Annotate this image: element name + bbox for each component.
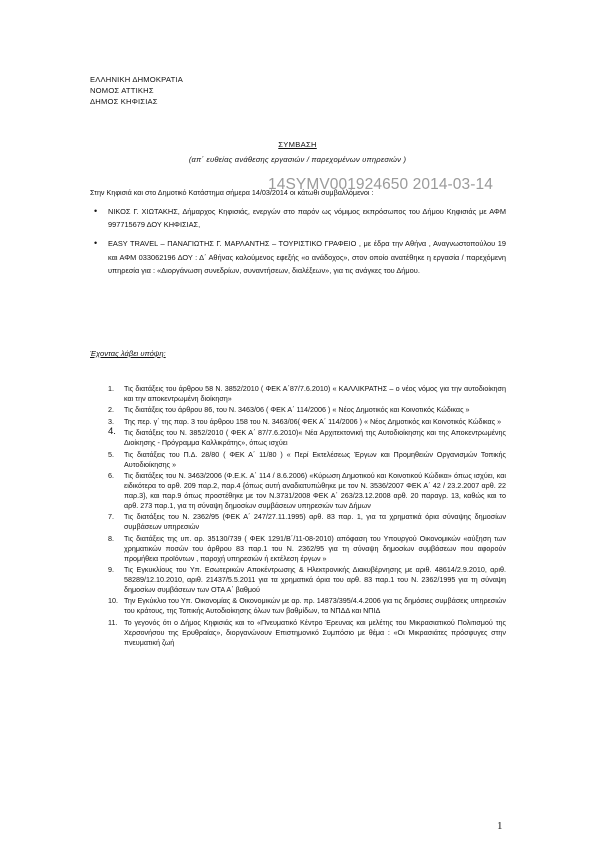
having-considered-heading: Έχοντας λάβει υπόψη: xyxy=(90,349,166,358)
list-item xyxy=(108,565,506,595)
item-number: 3. xyxy=(108,416,114,426)
header-line-prefecture: ΝΟΜΟΣ ΑΤΤΙΚΗΣ xyxy=(90,86,154,95)
item-text: Τις διατάξεις του άρθρου 58 Ν. 3852/2010 ( ΦΕΚ Α΄87/7.6.2010) « ΚΑΛΛΙΚΡΑΤΗΣ – ο νέος νόμος για την αυτοδιοίκηση και την αποκεντρωμένη διοίκηση» xyxy=(124,384,506,403)
considerations-list xyxy=(108,384,506,649)
item-number: 4. xyxy=(108,426,116,438)
list-item xyxy=(108,417,506,427)
party-item xyxy=(94,205,506,231)
list-item xyxy=(108,405,506,415)
item-number: 1. xyxy=(108,384,114,393)
list-item xyxy=(108,534,506,564)
item-text: Τις διατάξεις του Ν. 3852/2010 ( ΦΕΚ Α΄ 87/7.6.2010)« Νέα Αρχιτεκτονική της Αυτοδιοίκησης και της Αποκεντρωμένης Διοίκησης - Πρόγραμμα Καλλικράτης», όπως ισχύει xyxy=(124,428,506,448)
list-item xyxy=(108,596,506,616)
party-text: EASY TRAVEL – ΠΑΝΑΓΙΩΤΗΣ Γ. ΜΑΡΛΑΝΤΗΣ – ΤΟΥΡΙΣΤΙΚΟ ΓΡΑΦΕΙΟ , με έδρα την Αθήνα , Αναγνωστοπούλου 19 και ΑΦΜ 033062196 ΔΟΥ : Δ΄ Αθήνας καλούμενος εφεξής «ο ανάδοχος», στον οποίο ανατέθηκε η εργασία / παρεχόμενη υπηρεσία για : «Διοργάνωση συνεδρίων, συναντήσεων, διαλέξεων», για τις ανάγκες του Δήμου. xyxy=(108,239,506,275)
item-text: Τις διατάξεις του άρθρου 86, του Ν. 3463/06 ( ΦΕΚ Α΄ 114/2006 ) « Νέος Δημοτικός και Κοινοτικός Κώδικας » xyxy=(124,405,470,415)
header-line-municipality: ΔΗΜΟΣ ΚΗΦΙΣΙΑΣ xyxy=(90,97,158,106)
document-title: ΣΥΜΒΑΣΗ xyxy=(278,140,317,149)
item-text: Την Εγκύκλιο του Υπ. Οικονομίας & Οικονομικών με αρ. πρ. 14873/395/4.4.2006 για τις δημόσιες συμβάσεις υπηρεσιών του κράτους, της Τοπικής Αυτοδιοίκησης όλων των βαθμίδων, τα ΝΠΔΔ και ΝΠΙΔ xyxy=(124,596,506,616)
item-number: 7. xyxy=(108,512,114,522)
item-number: 5. xyxy=(108,449,114,459)
bullet-icon: • xyxy=(94,206,98,216)
item-text: Τις διατάξεις του Ν. 2362/95 (ΦΕΚ Α΄ 247/27.11.1995) αρθ. 83 παρ. 1, για τα χρηματικά όρια σύναψης δημοσίων συμβάσεων υπηρεσιών xyxy=(124,512,506,532)
diavgeia-watermark: 14SYMV001924650 2014-03-14 xyxy=(268,176,493,193)
list-item xyxy=(108,450,506,470)
party-item xyxy=(94,237,506,277)
issuer-header xyxy=(90,74,183,107)
list-item xyxy=(108,471,506,511)
header-line-republic: ΕΛΛΗΝΙΚΗ ΔΗΜΟΚΡΑΤΙΑ xyxy=(90,75,183,84)
item-number: 8. xyxy=(108,533,114,543)
item-number: 10. xyxy=(108,596,118,606)
item-text: Τις διατάξεις του Π.Δ. 28/80 ( ΦΕΚ Α΄ 11/80 ) « Περί Εκτελέσεως Έργων και Προμηθειών Οργανισμών Τοπικής Αυτοδιοίκησης » xyxy=(124,449,506,469)
list-item xyxy=(108,512,506,532)
item-number: 11. xyxy=(108,617,118,627)
bullet-icon: • xyxy=(94,238,98,249)
intro-sentence: Στην Κηφισιά και στο Δημοτικό Κατάστημα σήμερα 14/03/2014 οι κάτωθι συμβαλλόμενοι : xyxy=(90,188,374,197)
item-number: 6. xyxy=(108,471,114,481)
item-text: Τις διατάξεις του Ν. 3463/2006 (Φ.Ε.Κ. Α΄ 114 / 8.6.2006) «Κύρωση Δημοτικού και Κοινοτικού Κώδικα» όπως ισχύει, και ειδικότερα το αρθ. 209 παρ.2, παρ.4 {όπως αυτή αναδιατυπώθηκε με τον Ν. 3536/2007 ΦΕΚ Α΄ 42 / 23.2.2007 αρθ. 22 παρ.3}, και παρ.9 όπως προστέθηκε με τον Ν.3731/2008 ΦΕΚ Α΄ 263/23.12.2008 αρθ. 20 παραγρ. 13, καθώς και το αρθ. 273 παρ.1, για τη σύναψη δημοσίων συμβάσεων υπηρεσιών των Δήμων xyxy=(124,471,506,510)
list-item xyxy=(108,618,506,648)
item-text: Το γεγονός ότι ο Δήμος Κηφισιάς και το «Πνευματικό Κέντρο Έρευνας και μελέτης του Μικρασιατικού Πολιτισμού της Χερσονήσου της Ερυθραίας», διοργανώνουν Επιστημονικό Συμπόσιο με θέμα : «Οι Μικρασιάτες πρόσφυγες στην πνευματική ζωή xyxy=(124,617,506,647)
document-subtitle: (απ΄ ευθείας ανάθεσης εργασιών / παρεχομένων υπηρεσιών ) xyxy=(188,155,407,164)
item-text: Της περ. γ΄ της παρ. 3 του άρθρου 158 του Ν. 3463/06( ΦΕΚ Α΄ 114/2006 ) « Νέος Δημοτικός και Κοινοτικός Κώδικας » xyxy=(124,416,502,426)
list-item xyxy=(108,384,506,404)
parties-list xyxy=(94,205,506,283)
item-number: 9. xyxy=(108,565,114,575)
item-text: Τις Εγκυκλίους του Υπ. Εσωτερικών Αποκέντρωσης & Ηλεκτρονικής Διακυβέρνησης με αριθ. 48614/2.9.2010, αριθ. 58289/12.10.2010, αριθ. 21437/5.5.2011 για τα χρηματικά όρια του αρθ. 83 παρ.1 του Ν. 2362/1995 για τη σύναψη δημοσίων συμβάσεων των ΟΤΑ Α΄ βαθμού xyxy=(124,565,506,594)
item-number: 2. xyxy=(108,405,114,415)
page-number: 1 xyxy=(497,820,503,832)
party-text: ΝΙΚΟΣ Γ. ΧΙΩΤΑΚΗΣ, Δήμαρχος Κηφισιάς, ενεργών στο παρόν ως νόμιμος εκπρόσωπος του Δήμου Κηφισιάς με ΑΦΜ 997715679 ΔΟΥ ΚΗΦΙΣΙΑΣ, xyxy=(108,207,506,230)
item-text: Τις διατάξεις της υπ. αρ. 35130/739 ( ΦΕΚ 1291/Β΄/11-08-2010) απόφαση του Υπουργού Οικονομικών «αύξηση των χρηματικών ποσών του άρθρου 83 παρ.1 του Ν. 2362/95 για τη σύναψη δημοσίων συμβάσεων που αφορούν προμήθεια προϊόντων , παροχή υπηρεσιών ή εκτέλεση έργων » xyxy=(124,533,506,563)
list-item xyxy=(108,428,506,448)
